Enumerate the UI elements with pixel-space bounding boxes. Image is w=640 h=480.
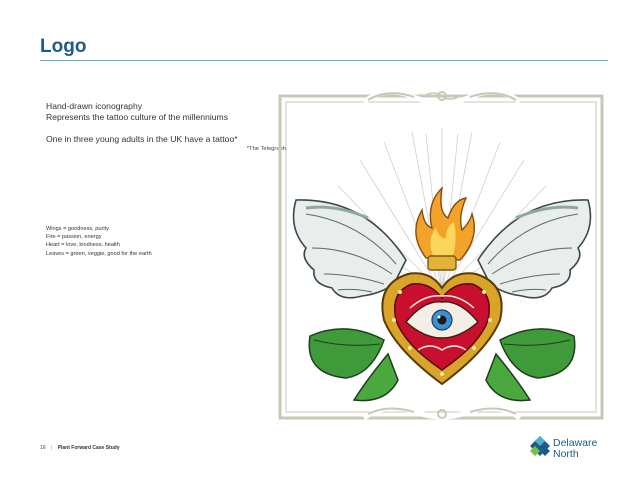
- title-divider: [40, 60, 608, 61]
- symbol-legend: [46, 225, 152, 258]
- right-leaves: [486, 329, 575, 401]
- stat-source: *The Telegraph: [246, 146, 286, 152]
- sacred-heart: [382, 273, 501, 384]
- right-wing: [478, 200, 590, 298]
- left-leaves: [309, 329, 398, 401]
- legend-item: Wings = goodness, purity: [46, 226, 109, 232]
- page-title: Logo: [40, 36, 87, 57]
- footer-separator: |: [50, 445, 53, 451]
- heart-crown: [428, 256, 456, 270]
- tattoo-stat: One in three young adults in the UK have a tattoo*: [46, 134, 238, 144]
- winged-heart-logo: [276, 88, 608, 428]
- left-wing: [294, 200, 406, 298]
- legend-item: Heart = love, kindness, health: [46, 242, 120, 249]
- intro-line-2: Represents the tattoo culture of the millenniums: [46, 112, 228, 122]
- brand-name: [553, 438, 597, 460]
- page-number: 16: [40, 445, 46, 451]
- legend-item: Fire = passion, energy: [46, 234, 102, 241]
- slide-footer: [40, 445, 120, 451]
- brand-line-2: North: [553, 448, 579, 460]
- intro-line-1: Hand-drawn iconography: [46, 101, 143, 111]
- brand-line-1: Delaware: [553, 437, 598, 449]
- case-study-label: Plant Forward Case Study: [57, 445, 120, 451]
- intro-text: [46, 101, 286, 153]
- legend-item: Leaves = green, veggie, good for the earth: [46, 250, 152, 257]
